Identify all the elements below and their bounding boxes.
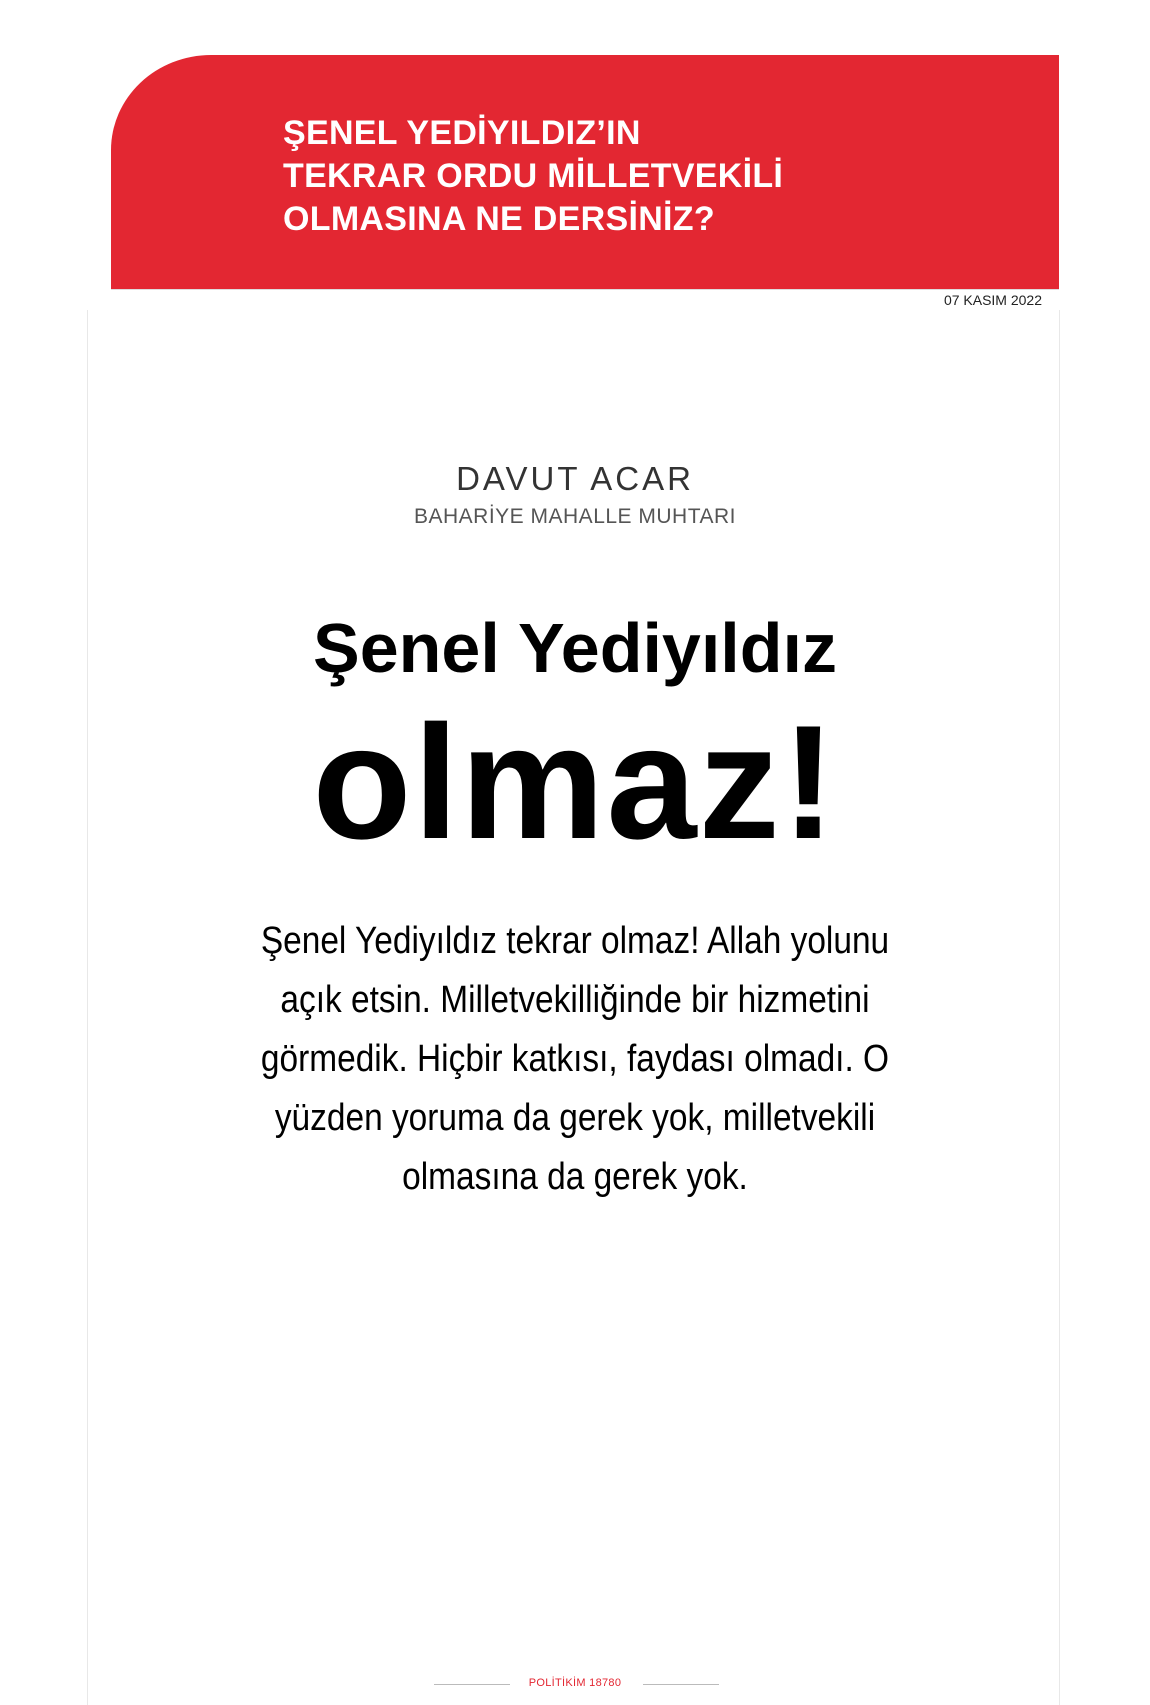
article-title bbox=[283, 112, 783, 241]
publish-date: 07 KASIM 2022 bbox=[943, 292, 1042, 308]
title-line: OLMASINA NE DERSİNİZ? bbox=[283, 200, 715, 238]
headline-line-1: Şenel Yediyıldız bbox=[313, 609, 837, 687]
body-line: görmedik. Hiçbir katkısı, faydası olmadı. O bbox=[260, 1038, 890, 1080]
footer-label: POLİTİKİM 18780 bbox=[528, 1677, 622, 1689]
headline-line-2: olmaz! bbox=[312, 692, 838, 873]
title-line: ŞENEL YEDİYILDIZ’IN bbox=[283, 114, 641, 152]
footer-rule-right bbox=[643, 1684, 719, 1685]
body-line: olmasına da gerek yok. bbox=[402, 1156, 748, 1198]
title-line: TEKRAR ORDU MİLLETVEKİLİ bbox=[283, 157, 784, 195]
body-line: Şenel Yediyıldız tekrar olmaz! Allah yolunu bbox=[260, 920, 890, 962]
body-line: açık etsin. Milletvekilliğinde bir hizmetini bbox=[280, 979, 870, 1021]
article-body bbox=[200, 912, 950, 1207]
author-name: DAVUT ACAR bbox=[456, 460, 694, 497]
header-divider bbox=[111, 289, 1059, 290]
author-role: BAHARİYE MAHALLE MUHTARI bbox=[413, 505, 736, 528]
body-line: yüzden yoruma da gerek yok, milletvekili bbox=[274, 1097, 876, 1139]
